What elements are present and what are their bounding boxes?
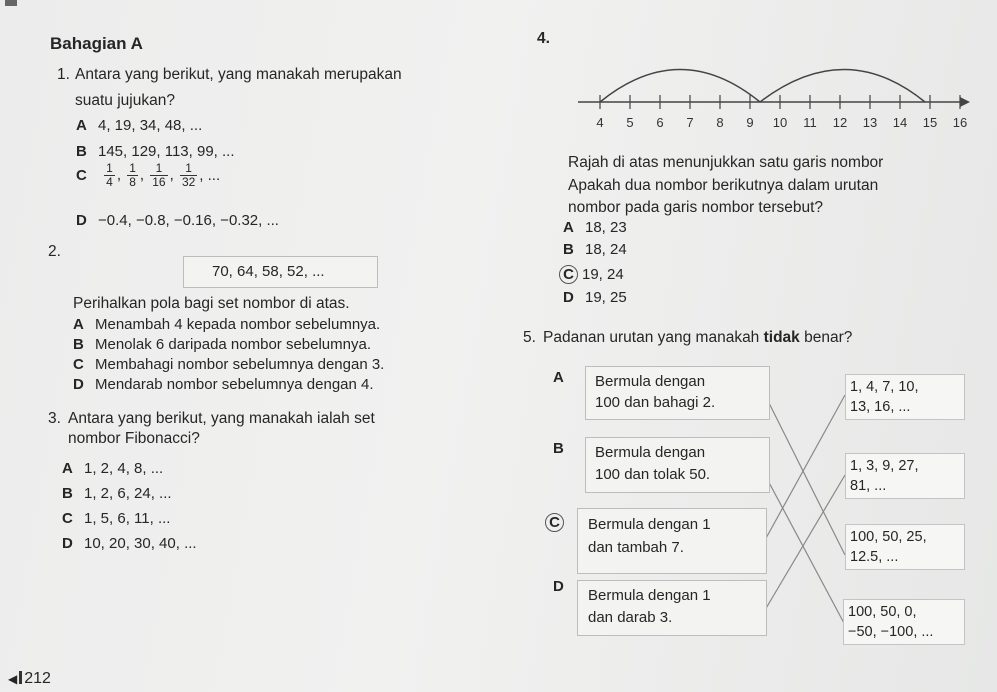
- q1-option-d[interactable]: D −0.4, −0.8, −0.16, −0.32, ...: [76, 212, 279, 229]
- q2-sequence: 70, 64, 58, 52, ...: [212, 263, 325, 280]
- number-line-tick-label: 8: [716, 115, 724, 130]
- q3-text-line2: nombor Fibonacci?: [68, 430, 200, 447]
- number-line-tick-label: 13: [862, 115, 878, 130]
- q4-number: 4.: [537, 30, 550, 47]
- number-line-tick-label: 12: [832, 115, 848, 130]
- q5-left-box-c[interactable]: [577, 508, 767, 574]
- q1-option-c[interactable]: C $\frac{1}{4}$ , $\frac{1}{8}$ , $\frac{1}{16}$ , $\frac{1}{32}$ , ...: [76, 161, 221, 189]
- q4-option-a-text: 18, 23: [585, 219, 627, 236]
- section-title: Bahagian A: [50, 34, 143, 53]
- q3-number: 3.: [48, 410, 61, 427]
- q3-text-line1: Antara yang berikut, yang manakah ialah set: [68, 410, 375, 427]
- number-line-tick-label: 15: [922, 115, 938, 130]
- q2-number: 2.: [48, 243, 61, 260]
- q5-right-4-line2: −50, −100, ...: [848, 624, 934, 640]
- q5-right-3-line1: 100, 50, 25,: [850, 529, 927, 545]
- q4-option-c-text: 19, 24: [582, 266, 624, 283]
- q5-right-box-4[interactable]: [843, 599, 965, 645]
- q5-left-c-line2: dan tambah 7.: [588, 539, 684, 556]
- q2-option-b-text: Menolak 6 daripada nombor sebelumnya.: [95, 336, 371, 353]
- q5-text: Padanan urutan yang manakah tidak benar?: [543, 329, 853, 346]
- q4-text-line1: Rajah di atas menunjukkan satu garis nombor: [568, 154, 884, 171]
- q2-option-d[interactable]: D Mendarab nombor sebelumnya dengan 4.: [73, 376, 374, 393]
- q5-left-a-line1: Bermula dengan: [595, 373, 706, 390]
- matching-lines: [760, 370, 855, 640]
- q1-c-fraction-4: $\frac{1}{32}$: [181, 161, 196, 189]
- q3-option-a[interactable]: A 1, 2, 4, 8, ...: [62, 460, 164, 477]
- q3-option-b-text: 1, 2, 6, 24, ...: [84, 485, 172, 502]
- q5-right-2-line2: 81, ...: [850, 478, 887, 494]
- match-line-a: [765, 395, 845, 555]
- q1-number: 1.: [57, 66, 70, 83]
- q3-option-d[interactable]: D 10, 20, 30, 40, ...: [62, 535, 197, 552]
- number-line-tick-label: 6: [656, 115, 664, 130]
- q1-option-b[interactable]: B 145, 129, 113, 99, ...: [76, 143, 235, 160]
- number-line-arrowhead: [960, 97, 970, 107]
- q5-left-c-line1: Bermula dengan 1: [588, 516, 711, 533]
- q1-c-fraction-2: $\frac{1}{8}$: [129, 161, 136, 189]
- q1-c-fraction-3: $\frac{1}{16}$: [152, 161, 166, 189]
- q2-option-a-text: Menambah 4 kepada nombor sebelumnya.: [95, 316, 381, 333]
- number-line-tick-label: 10: [772, 115, 788, 130]
- number-line-tick-label: 11: [803, 115, 817, 130]
- q5-left-a-line2: 100 dan bahagi 2.: [595, 394, 716, 411]
- q4-option-d[interactable]: D 19, 25: [563, 289, 627, 306]
- q1-option-a[interactable]: A 4, 19, 34, 48, ...: [76, 117, 203, 134]
- q1-c-fraction-1: $\frac{1}{4}$: [106, 161, 113, 189]
- q2-option-b[interactable]: B Menolak 6 daripada nombor sebelumnya.: [73, 336, 371, 353]
- number-line-tick-label: 5: [626, 115, 634, 130]
- q4-option-b-text: 18, 24: [585, 241, 627, 258]
- q3-option-a-text: 1, 2, 4, 8, ...: [84, 460, 164, 477]
- left-arrow-icon: ◀: [8, 672, 18, 686]
- number-line-diagram: [570, 52, 990, 142]
- q5-right-box-1[interactable]: [845, 374, 965, 420]
- number-line-tick-label: 7: [686, 115, 694, 130]
- q5-left-d-letter: D: [553, 578, 564, 595]
- q5-left-box-d[interactable]: [577, 580, 767, 636]
- q5-left-d-line1: Bermula dengan 1: [588, 587, 711, 604]
- q5-right-box-3[interactable]: [845, 524, 965, 570]
- jump-arc-1: [600, 70, 760, 103]
- q3-option-c[interactable]: C 1, 5, 6, 11, ...: [62, 510, 171, 527]
- q3-option-c-text: 1, 5, 6, 11, ...: [84, 510, 171, 527]
- number-line-tick-label: 9: [746, 115, 754, 130]
- q5-number: 5.: [523, 329, 536, 346]
- q5-left-d-line2: dan darab 3.: [588, 609, 673, 626]
- top-edge-mark: [5, 0, 17, 6]
- page-marker-icon: [19, 671, 22, 684]
- q1-text-line1: Antara yang berikut, yang manakah merupakan: [75, 66, 402, 83]
- q5-left-b-letter: B: [553, 440, 564, 457]
- q5-left-box-a[interactable]: [585, 366, 770, 420]
- match-line-b: [765, 475, 845, 625]
- q1-option-a-text: 4, 19, 34, 48, ...: [98, 117, 203, 134]
- q5-right-4-line1: 100, 50, 0,: [848, 604, 917, 620]
- q1-option-d-text: −0.4, −0.8, −0.16, −0.32, ...: [98, 212, 279, 229]
- q5-left-b-line2: 100 dan tolak 50.: [595, 466, 711, 483]
- q2-option-c[interactable]: C Membahagi nombor sebelumnya dengan 3.: [73, 356, 385, 373]
- q5-right-1-line1: 1, 4, 7, 10,: [850, 379, 919, 395]
- q5-left-a-letter: A: [553, 369, 564, 386]
- q1-c-tail: , ...: [199, 167, 221, 184]
- q5-right-2-line1: 1, 3, 9, 27,: [850, 458, 919, 474]
- q1-text-line2: suatu jujukan?: [75, 92, 175, 109]
- q2-prompt: Perihalkan pola bagi set nombor di atas.: [73, 295, 350, 312]
- q5-right-3-line2: 12.5, ...: [850, 549, 899, 565]
- q5-right-box-2[interactable]: [845, 453, 965, 499]
- page-number: ◀ 212: [8, 670, 51, 687]
- q4-option-a[interactable]: A 18, 23: [563, 219, 627, 236]
- q2-sequence-box: [183, 256, 378, 288]
- q3-option-d-text: 10, 20, 30, 40, ...: [84, 535, 197, 552]
- q5-right-1-line2: 13, 16, ...: [850, 399, 911, 415]
- q2-option-a[interactable]: A Menambah 4 kepada nombor sebelumnya.: [73, 316, 381, 333]
- q5-left-c-letter: C: [549, 513, 568, 532]
- number-line-tick-label: 14: [892, 115, 908, 130]
- q4-text-line3: nombor pada garis nombor tersebut?: [568, 199, 824, 216]
- q2-option-d-text: Mendarab nombor sebelumnya dengan 4.: [95, 376, 374, 393]
- number-line-tick-label: 4: [596, 115, 604, 130]
- q4-text-line2: Apakah dua nombor berikutnya dalam urutan: [568, 177, 879, 194]
- q4-option-b[interactable]: B 18, 24: [563, 241, 627, 258]
- q4-option-c[interactable]: C 19, 24: [563, 265, 624, 284]
- q5-left-b-line1: Bermula dengan: [595, 444, 706, 461]
- q1-option-b-text: 145, 129, 113, 99, ...: [98, 143, 235, 160]
- match-line-c: [765, 395, 845, 540]
- q5-left-box-b[interactable]: [585, 437, 770, 493]
- match-line-d: [765, 475, 845, 610]
- number-line-tick-label: 16: [952, 115, 968, 130]
- q4-option-d-text: 19, 25: [585, 289, 627, 306]
- q3-option-b[interactable]: B 1, 2, 6, 24, ...: [62, 485, 172, 502]
- q2-option-c-text: Membahagi nombor sebelumnya dengan 3.: [95, 356, 385, 373]
